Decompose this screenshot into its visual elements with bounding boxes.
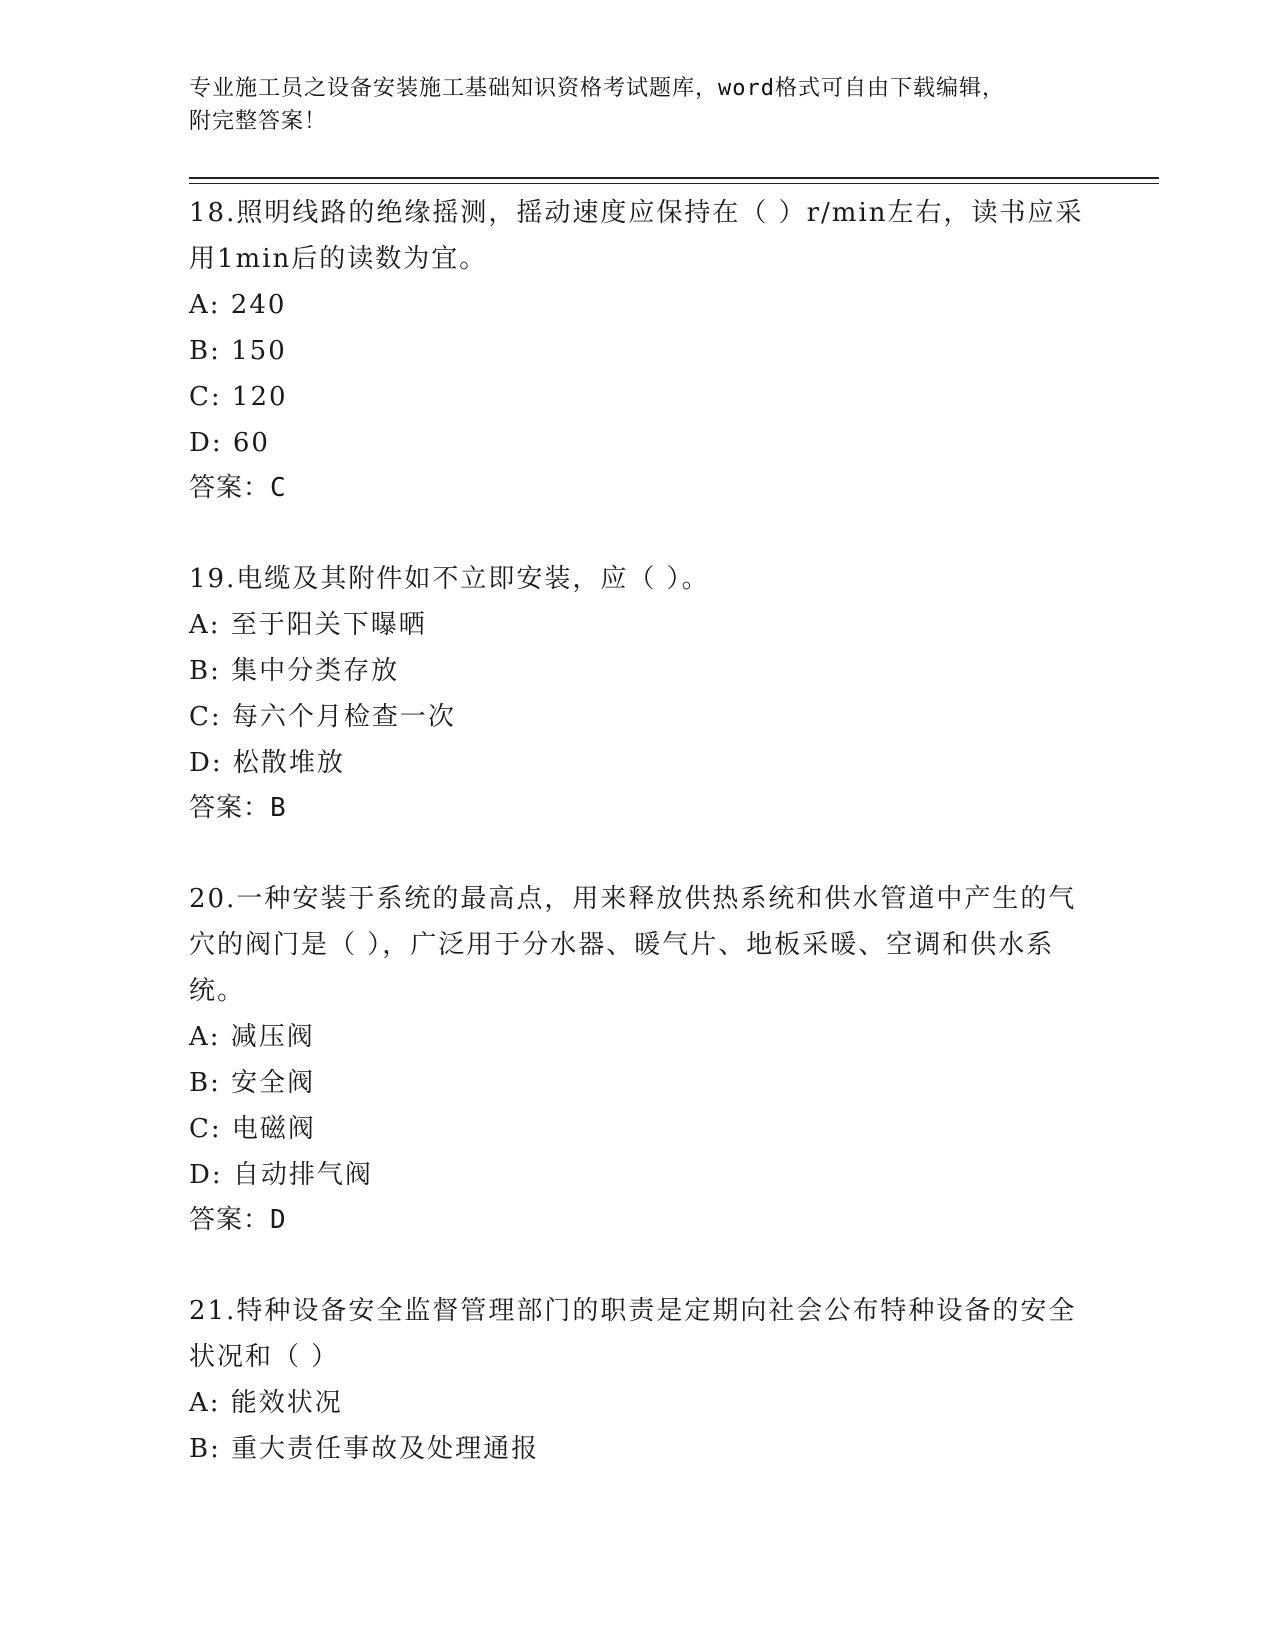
option-c: C: 电磁阀 <box>189 1114 316 1144</box>
page-header <box>189 72 1089 138</box>
answer-text: 答案：B <box>189 793 287 823</box>
question-stem: 20.一种安装于系统的最高点，用来释放供热系统和供水管道中产生的气穴的阀门是（ ），广泛用于分水器、暖气片、地板采暖、空调和供水系统。 <box>189 884 1077 1006</box>
answer-text: 答案：D <box>189 1205 287 1235</box>
option-a: A: 至于阳关下曝晒 <box>189 610 427 640</box>
question-stem: 21.特种设备安全监督管理部门的职责是定期向社会公布特种设备的安全状况和（ ） <box>189 1296 1077 1372</box>
question-stem: 19.电缆及其附件如不立即安装，应（ ）。 <box>189 564 710 594</box>
option-a: A: 减压阀 <box>189 1022 315 1052</box>
option-c: C: 每六个月检查一次 <box>189 702 456 732</box>
option-b: B: 重大责任事故及处理通报 <box>189 1434 540 1464</box>
question-list <box>189 190 1089 1518</box>
header-line-1: 专业施工员之设备安装施工基础知识资格考试题库，word格式可自由下载编辑， <box>189 76 1005 101</box>
option-d: D: 自动排气阀 <box>189 1160 373 1190</box>
option-a: A: 能效状况 <box>189 1388 343 1418</box>
option-d: D: 松散堆放 <box>189 748 345 778</box>
question-19 <box>189 556 1089 830</box>
header-line-2: 附完整答案！ <box>189 109 328 134</box>
header-divider-thin <box>189 183 1159 184</box>
header-divider-thick <box>189 177 1159 179</box>
question-stem: 18.照明线路的绝缘摇测，摇动速度应保持在（ ）r/min左右，读书应采用1min后的读数为宜。 <box>189 198 1084 274</box>
answer-text: 答案：C <box>189 473 287 503</box>
question-18 <box>189 190 1089 510</box>
question-20 <box>189 876 1089 1242</box>
option-d: D: 60 <box>189 428 270 458</box>
question-21 <box>189 1288 1089 1472</box>
option-a: A: 240 <box>189 290 287 320</box>
option-b: B: 150 <box>189 336 287 366</box>
option-b: B: 安全阀 <box>189 1068 316 1098</box>
option-b: B: 集中分类存放 <box>189 656 400 686</box>
option-c: C: 120 <box>189 382 288 412</box>
